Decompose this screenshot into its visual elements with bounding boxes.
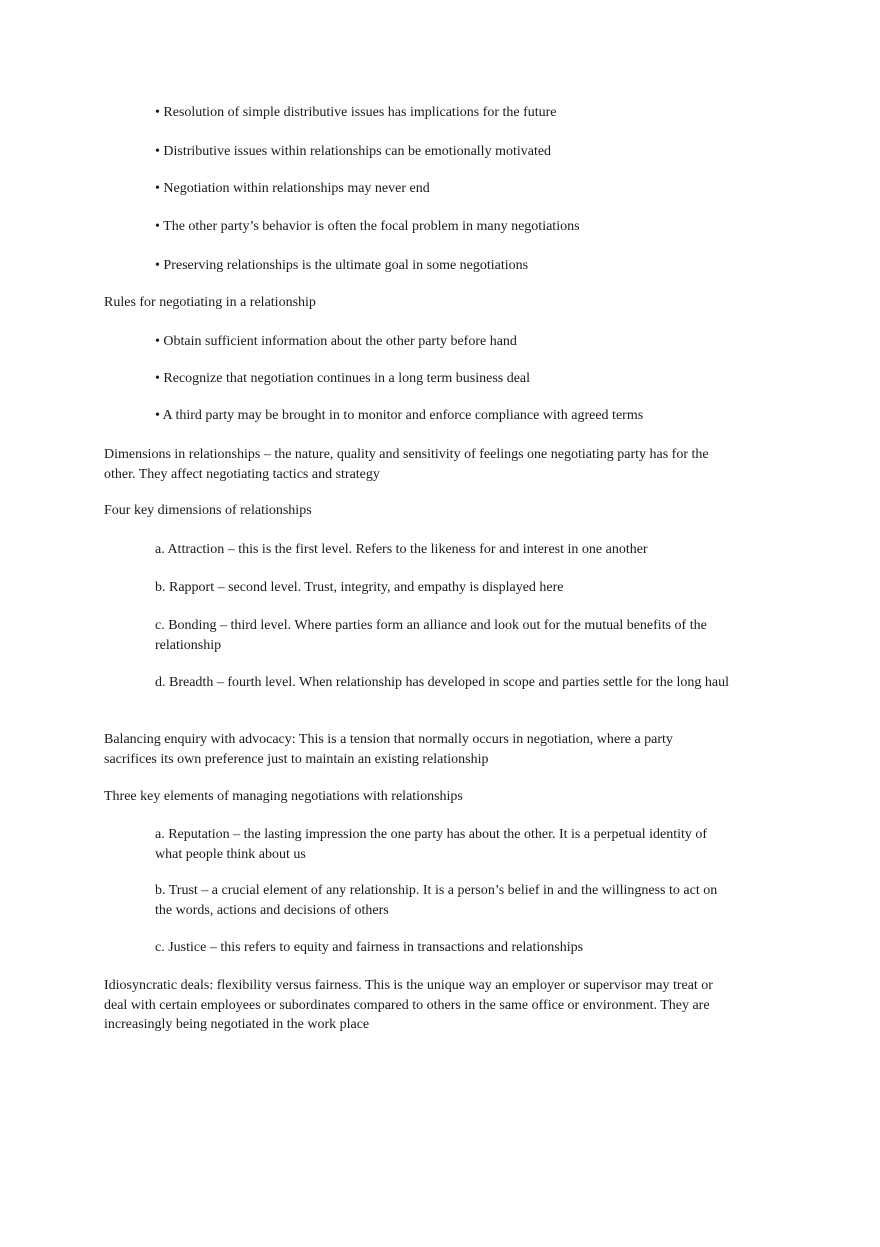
- list-item: c. Justice – this refers to equity and fairness in transactions and relationships: [155, 940, 584, 955]
- section-heading-rules: Rules for negotiating in a relationship: [104, 295, 316, 310]
- list-item: a. Attraction – this is the first level. Refers to the likeness for and interest in one another: [155, 542, 648, 557]
- bullet-item: • Resolution of simple distributive issues has implications for the future: [155, 105, 557, 120]
- list-item: c. Bonding – third level. Where parties form an alliance and look out for the mutual benefits of the relationship: [155, 618, 707, 653]
- bullet-item: • The other party’s behavior is often the focal problem in many negotiations: [155, 219, 580, 234]
- bullet-item: • Distributive issues within relationships can be emotionally motivated: [155, 144, 552, 159]
- paragraph-dimensions: Dimensions in relationships – the nature, quality and sensitivity of feelings one negotiating party has for the other. They affect negotiating tactics and strategy: [104, 447, 709, 482]
- bullet-item: • A third party may be brought in to monitor and enforce compliance with agreed terms: [155, 408, 644, 423]
- list-item: d. Breadth – fourth level. When relationship has developed in scope and parties settle for the long haul: [155, 675, 729, 690]
- paragraph-balancing: Balancing enquiry with advocacy: This is a tension that normally occurs in negotiation, where a party sacrifices its own preference just to maintain an existing relationship: [104, 732, 673, 767]
- list-item: b. Rapport – second level. Trust, integrity, and empathy is displayed here: [155, 580, 564, 595]
- list-item: b. Trust – a crucial element of any relationship. It is a person’s belief in and the willingness to act on the words, actions and decisions of others: [155, 883, 718, 918]
- bullet-item: • Obtain sufficient information about the other party before hand: [155, 334, 517, 349]
- section-heading-four-key: Four key dimensions of relationships: [104, 503, 312, 518]
- paragraph-idiosyncratic: Idiosyncratic deals: flexibility versus fairness. This is the unique way an employer or supervisor may treat or deal with certain employees or subordinates compared to others in the same office or environment. They are increasingly being negotiated in the work place: [104, 978, 713, 1032]
- bullet-item: • Negotiation within relationships may never end: [155, 181, 430, 196]
- bullet-item: • Recognize that negotiation continues in a long term business deal: [155, 371, 531, 386]
- section-heading-three-key: Three key elements of managing negotiations with relationships: [104, 789, 463, 804]
- bullet-item: • Preserving relationships is the ultimate goal in some negotiations: [155, 258, 529, 273]
- list-item: a. Reputation – the lasting impression the one party has about the other. It is a perpetual identity of what people think about us: [155, 827, 708, 862]
